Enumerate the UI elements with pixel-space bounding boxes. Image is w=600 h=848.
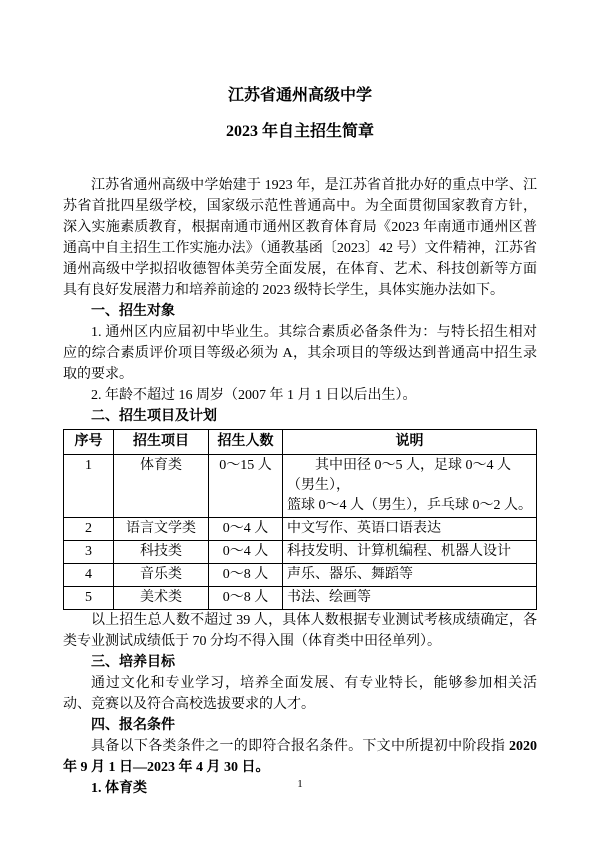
col-header-quota: 招生人数 [209,430,283,455]
cell-quota: 0～8 人 [209,587,283,610]
cell-description [283,455,537,518]
section4-date-range: 2020 年 9 月 1 日—2023 年 4 月 30 日。 [63,739,537,775]
cell-quota: 0～4 人 [209,518,283,541]
section4-sub-heading: 1. 体育类 [91,781,147,796]
section2-heading: 二、招生项目及计划 [91,409,217,424]
intro-paragraph: 江苏省通州高级中学始建于 1923 年，是江苏省首批办好的重点中学、江苏省首批四星级学校，国家级示范性普通高中。为全面贯彻国家教育方针，深入实施素质教育，根据南通市通州区教育体育局《2023 年南通市通州区普通高中自主招生工作实施办法》（通教基函〔2023〕42 号）文件精神，江苏省通州高级中学拟招收德智体美劳全面发展，在体育、艺术、科技创新等方面具有良好发展潜力和培养前途的 2023 级特长学生，具体实施办法如下。 [63,178,537,298]
section1-item1: 1. 通州区内应届初中毕业生。其综合素质必备条件为：与特长招生相对应的综合素质评价项目等级必须为 A，其余项目的等级达到普通高中招生录取的要求。 [63,325,537,382]
cell-project: 美术类 [114,587,209,610]
cell-quota: 0～4 人 [209,541,283,564]
table-row [64,541,537,564]
table-row [64,587,537,610]
section4-heading: 四、报名条件 [91,718,175,733]
cell-no: 2 [64,518,114,541]
cell-project: 体育类 [114,455,209,518]
table-row [64,564,537,587]
cell-quota: 0～8 人 [209,564,283,587]
description-line: 篮球 0～4 人（男生），乒乓球 0～2 人。 [287,498,532,513]
col-header-description: 说明 [283,430,537,455]
description-line: 其中田径 0～5 人，足球 0～4 人（男生）， [287,458,511,493]
section2-note: 以上招生总人数不超过 39 人，具体人数根据专业测试考核成绩确定，各类专业测试成绩低于 70 分均不得入围（体育类中田径单列）。 [63,613,537,649]
cell-project: 语言文学类 [114,518,209,541]
section3-body: 通过文化和专业学习，培养全面发展、有专业特长，能够参加相关活动、竞赛以及符合高校选拔要求的人才。 [63,676,537,712]
section1-item2: 2. 年龄不超过 16 周岁（2007 年 1 月 1 日以后出生）。 [91,388,417,403]
document-title-line2: 2023 年自主招生简章 [225,123,374,140]
col-header-project: 招生项目 [114,430,209,455]
cell-no: 4 [64,564,114,587]
section3-heading: 三、培养目标 [91,655,175,670]
cell-no: 5 [64,587,114,610]
cell-quota: 0～15 人 [209,455,283,518]
document-title-line1: 江苏省通州高级中学 [227,87,372,104]
cell-project: 音乐类 [114,564,209,587]
table-row [64,455,537,518]
table-header-row [64,430,537,455]
cell-description: 书法、绘画等 [283,587,537,610]
page-number: 1 [297,778,303,790]
enrollment-plan-table [63,429,537,610]
cell-description: 中文写作、英语口语表达 [283,518,537,541]
cell-description: 科技发明、计算机编程、机器人设计 [283,541,537,564]
section4-body-text: 具备以下各类条件之一的即符合报名条件。下文中所提初中阶段指 [91,739,509,754]
cell-no: 1 [64,455,114,518]
cell-description: 声乐、器乐、舞蹈等 [283,564,537,587]
cell-project: 科技类 [114,541,209,564]
section4-body [63,736,537,778]
col-header-no: 序号 [64,430,114,455]
section1-heading: 一、招生对象 [91,304,175,319]
cell-no: 3 [64,541,114,564]
table-row [64,518,537,541]
